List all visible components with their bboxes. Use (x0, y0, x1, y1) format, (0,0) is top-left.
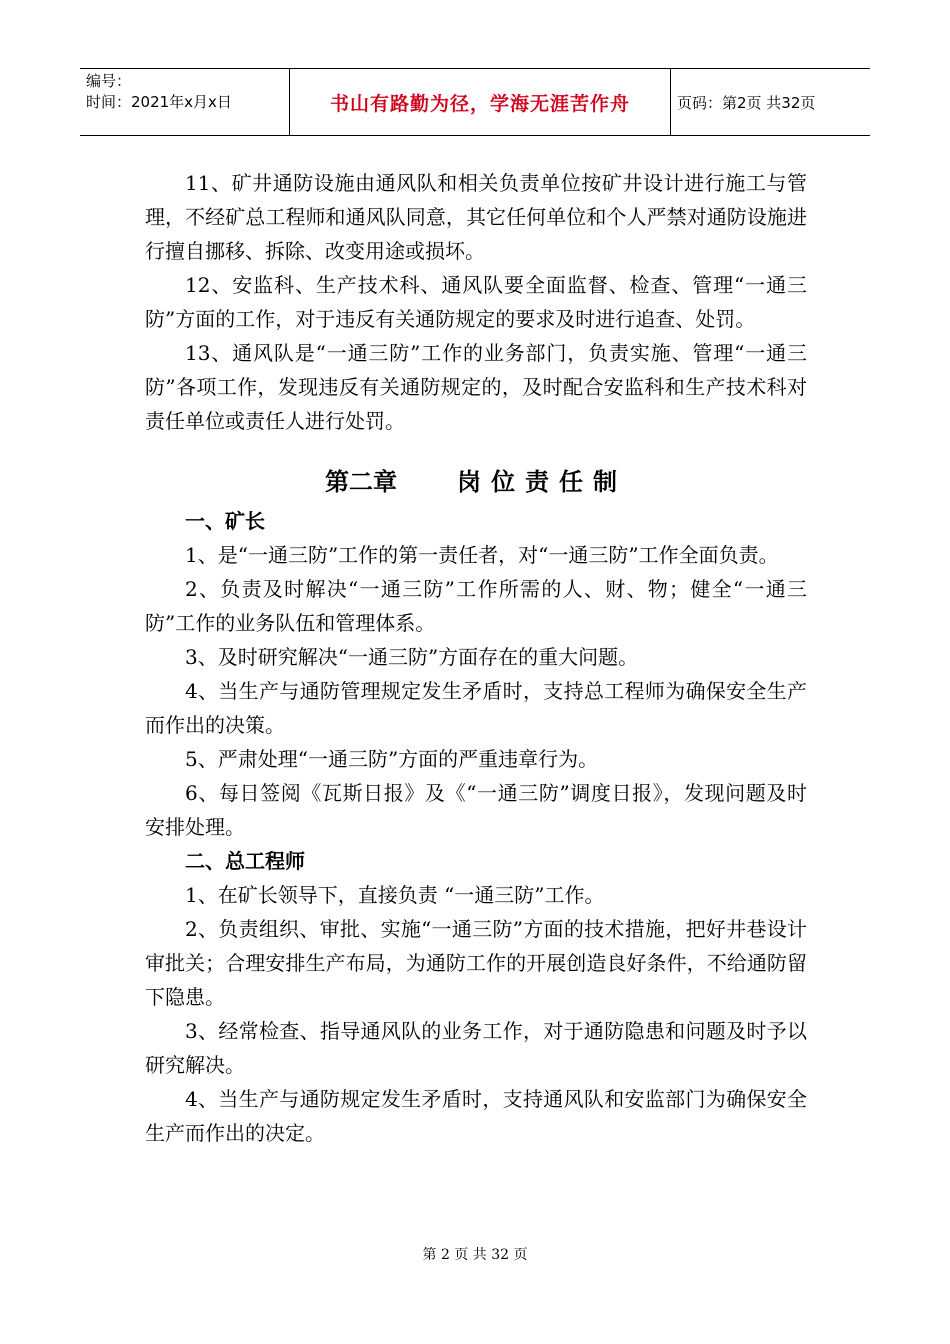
document-body (145, 166, 807, 1150)
document-number-label: 编号： (86, 72, 132, 90)
header-motto: 书山有路勤为径，学海无涯苦作舟 (329, 92, 630, 115)
paragraph: 13、通风队是“一通三防”工作的业务部门，负责实施、管理“一通三防”各项工作，发现违反有关通防规定的，及时配合安监科和生产技术科对责任单位或责任人进行处罚。 (145, 341, 807, 433)
list-item: 3、及时研究解决“一通三防”方面存在的重大问题。 (185, 645, 639, 669)
page-header (80, 68, 870, 136)
list-item: 3、经常检查、指导通风队的业务工作，对于通防隐患和问题及时予以研究解决。 (145, 1019, 807, 1077)
list-item: 4、当生产与通防规定发生矛盾时，支持通风队和安监部门为确保安全生产而作出的决定。 (145, 1087, 807, 1145)
chapter-title: 岗位责任制 (457, 468, 627, 496)
section-heading: 二、总工程师 (185, 849, 305, 873)
list-item: 5、严肃处理“一通三防”方面的严重违章行为。 (185, 747, 599, 771)
document-date-label: 时间：2021年x月x日 (86, 93, 232, 111)
header-motto-cell (290, 69, 671, 135)
section-heading: 一、矿长 (185, 509, 265, 533)
list-item: 4、当生产与通防管理规定发生矛盾时，支持总工程师为确保安全生产而作出的决策。 (145, 679, 807, 737)
list-item: 2、负责及时解决“一通三防”工作所需的人、财、物；健全“一通三防”工作的业务队伍和管理体系。 (145, 577, 807, 635)
list-item: 1、在矿长领导下，直接负责 “一通三防”工作。 (185, 883, 605, 907)
paragraph: 11、矿井通防设施由通风队和相关负责单位按矿井设计进行施工与管理，不经矿总工程师和通风队同意，其它任何单位和个人严禁对通防设施进行擅自挪移、拆除、改变用途或损坏。 (145, 171, 807, 263)
footer-page-number: 第 2 页 共 32 页 (422, 1247, 528, 1263)
list-item: 2、负责组织、审批、实施“一通三防”方面的技术措施，把好井巷设计审批关；合理安排生产布局，为通防工作的开展创造良好条件，不给通防留下隐患。 (145, 917, 807, 1009)
list-item: 1、是“一通三防”工作的第一责任者，对“一通三防”工作全面负责。 (185, 543, 779, 567)
header-meta (80, 69, 290, 135)
chapter-heading (145, 462, 807, 502)
chapter-number: 第二章 (325, 468, 397, 496)
header-page-label: 页码：第2页 共32页 (677, 93, 816, 112)
header-page-info (671, 69, 870, 135)
list-item: 6、每日签阅《瓦斯日报》及《“一通三防”调度日报》，发现问题及时安排处理。 (145, 781, 807, 839)
paragraph: 12、安监科、生产技术科、通风队要全面监督、检查、管理“一通三防”方面的工作，对于违反有关通防规定的要求及时进行追查、处罚。 (145, 273, 807, 331)
page-footer (0, 1244, 950, 1264)
